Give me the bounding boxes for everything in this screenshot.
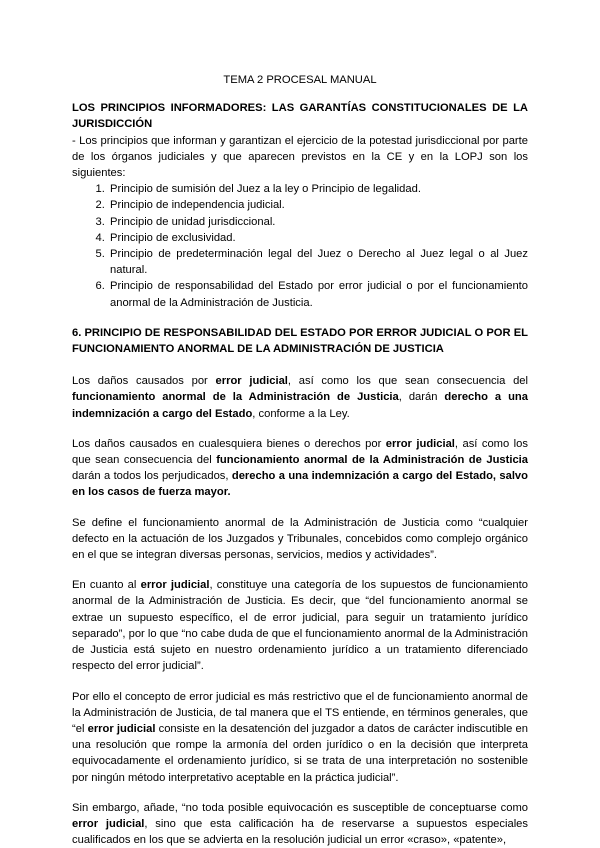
- paragraph-6: [72, 800, 528, 848]
- list-item: 6. Principio de responsabilidad del Estado por error judicial o por el funcionamiento anormal de la Administración de Justicia.: [108, 278, 528, 310]
- bold-term: error judicial: [72, 817, 145, 830]
- text-run: Los daños causados por: [72, 375, 216, 388]
- document-title: TEMA 2 PROCESAL MANUAL: [223, 74, 377, 86]
- paragraph-3: Se define el funcionamiento anormal de la Administración de Justicia como “cualquier defecto en la actuación de los Juzgados y Tribunales, concebidos como complejo orgánico en el que se integran diversas personas, servicios, medios y actividades”.: [72, 516, 528, 562]
- bold-term: derecho a una indemnización a cargo del Estado: [72, 391, 528, 420]
- text-run: , sino que esta calificación ha de reservarse a supuestos especiales cualificados en los que se advierta en la resolución judicial un error «craso», «patente»,: [72, 817, 528, 847]
- text-run: , así como los que sean consecuencia del: [287, 375, 529, 388]
- text-run: En cuanto al: [72, 579, 141, 592]
- text-run: consiste en la desatención del juzgador a datos de carácter indiscutible en una resolución que rompe la armonía del orden jurídico o en la decisión que interpreta equivocadamente el ordenamiento jurídico, si se trata de una interpretación no sostenible por ningún método interpretativo aceptable en la práctica judicial”.: [72, 722, 528, 784]
- section-intro: - Los principios que informan y garantizan el ejercicio de la potestad jurisdiccional por parte de los órganos judiciales y que aparecen previstos en la CE y en la LOPJ son los siguientes:: [72, 134, 528, 180]
- paragraph-1: [72, 373, 528, 422]
- paragraph-4: [72, 577, 528, 674]
- text-run: Los daños causados en cualesquiera bienes o derechos por: [72, 437, 386, 450]
- bold-term: error judicial: [215, 375, 288, 388]
- bold-term: error judicial: [140, 579, 210, 592]
- paragraph-2: [72, 436, 528, 501]
- text-run: , conforme a la Ley.: [252, 407, 350, 420]
- list-item: 5. Principio de predeterminación legal del Juez o Derecho al Juez legal o al Juez natural.: [108, 246, 528, 278]
- bold-term: error judicial: [385, 437, 455, 450]
- bold-term: funcionamiento anormal de la Administración de Justicia: [72, 391, 399, 404]
- document-page: [72, 72, 528, 848]
- text-run: Por ello el concepto de error judicial es más restrictivo que el de funcionamiento anormal de la Administración de Justicia, de tal manera que el TS entiende, en términos generales, que “el: [72, 690, 528, 735]
- bold-term: funcionamiento anormal de la Administración de Justicia: [216, 454, 529, 467]
- principles-list: [72, 181, 528, 311]
- paragraph-5: [72, 689, 528, 786]
- list-item: 2. Principio de independencia judicial.: [108, 197, 528, 213]
- list-item: 1. Principio de sumisión del Juez a la ley o Principio de legalidad.: [108, 181, 528, 197]
- bold-term: derecho a una indemnización a cargo del Estado, salvo en los casos de fuerza mayor.: [72, 470, 528, 499]
- text-run: , constituye una categoría de los supuestos de funcionamiento anormal de la Administración de Justicia. Es decir, que “del funcionamiento anormal se extrae un supuesto específico, el de error judicial, para seguir un tratamiento jurídico separado”, por lo que “no cabe duda de que el funcionamiento anormal de la Administración de Justicia está sujeto en nuestro ordenamiento jurídico a un tratamiento diferenciado respecto del error judicial”.: [72, 579, 528, 673]
- text-run: Sin embargo, añade, “no toda posible equivocación es susceptible de conceptuarse como: [72, 801, 528, 814]
- text-run: darán a todos los perjudicados,: [72, 470, 232, 483]
- section-heading-principios: LOS PRINCIPIOS INFORMADORES: LAS GARANTÍAS CONSTITUCIONALES DE LA JURISDICCIÓN: [72, 102, 528, 131]
- list-item: 4. Principio de exclusividad.: [108, 230, 528, 246]
- list-item: 3. Principio de unidad jurisdiccional.: [108, 214, 528, 230]
- text-run: , así como los que sean consecuencia del: [72, 437, 528, 467]
- section-heading-responsabilidad: 6. PRINCIPIO DE RESPONSABILIDAD DEL ESTADO POR ERROR JUDICIAL O POR EL FUNCIONAMIENTO ANORMAL DE LA ADMINISTRACIÓN DE JUSTICIA: [72, 326, 528, 356]
- bold-term: error judicial: [87, 722, 156, 735]
- text-run: , darán: [398, 391, 445, 404]
